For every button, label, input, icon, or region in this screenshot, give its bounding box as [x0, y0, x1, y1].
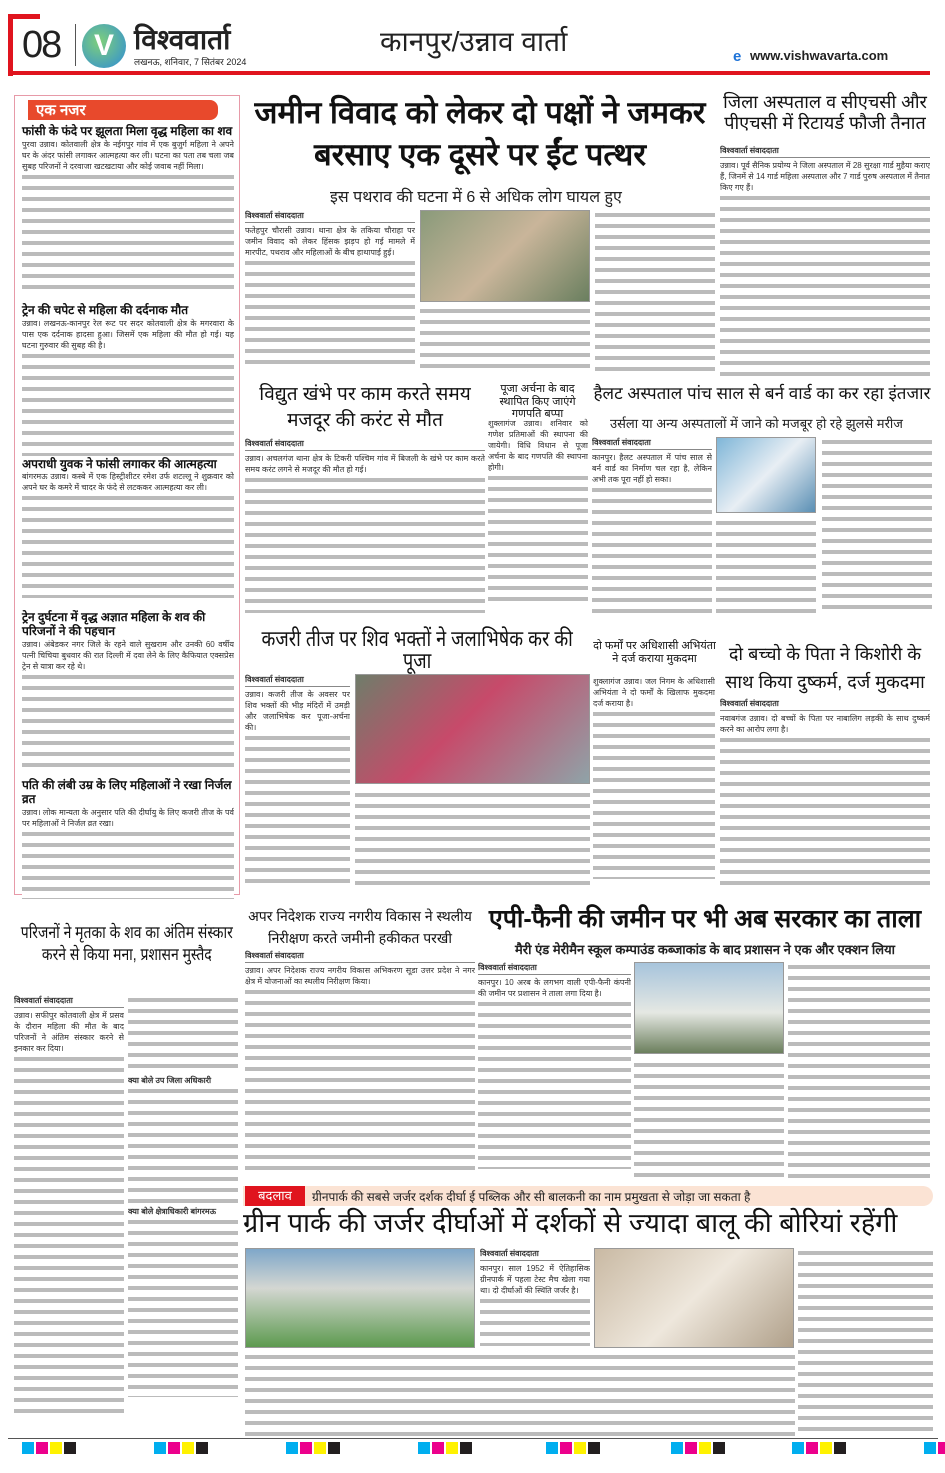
color-swatch — [820, 1442, 832, 1454]
apifany-body: विश्ववार्ता संवाददाता कानपुर। 10 अरब के लगभग वाली एपी-फैनी कंपनी की जमीन पर प्रशासन ने ताला लगा दिया है। — [478, 962, 631, 1180]
farms-headline: दो फर्मों पर अधिशासी अभियंता ने दर्ज कराया मुकदमा — [593, 640, 716, 665]
color-swatch — [792, 1442, 804, 1454]
color-swatch — [196, 1442, 208, 1454]
hallet-photo — [716, 437, 816, 513]
globe-icon: e — [733, 48, 742, 65]
color-swatch — [671, 1442, 683, 1454]
lead-subhead: इस पथराव की घटना में 6 से अधिक लोग घायल हुए — [330, 189, 622, 206]
item-title: पति की लंबी उम्र के लिए महिलाओं ने रखा निर्जल व्रत — [22, 777, 232, 806]
apifany-headline: एपी-फैनी की जमीन पर भी अब सरकार का ताला — [488, 905, 922, 933]
color-swatch — [168, 1442, 180, 1454]
sidebar-item — [22, 779, 234, 907]
right-top-body: विश्ववार्ता संवाददाता उन्नाव। पूर्व सैनिक प्रयोग्य ने जिला अस्पताल में 28 सुरक्षा गार्ड मुहैया कराए हैं, जिनमें से 14 गार्ड महिला अस्पताल और 7 गार्ड पुरुष अस्पताल में तैनात किए गए हैं। — [720, 145, 930, 377]
logo-icon: V — [82, 24, 126, 68]
color-swatch — [713, 1442, 725, 1454]
color-swatch — [22, 1442, 34, 1454]
bottom-body-cont — [798, 1248, 933, 1438]
bottom-headline: ग्रीन पार्क की जर्जर दीर्घाओं में दर्शकों से ज्यादा बालू की बोरियां रहेंगी — [243, 1208, 898, 1238]
hallet-body-cont — [716, 518, 816, 613]
funeral-body: विश्ववार्ता संवाददाता उन्नाव। सफीपुर कोतवाली क्षेत्र में प्रसव के दौरान महिला की मौत के बाद परिजनों ने अंतिम संस्कार करने से इनकार कर दिया। — [14, 995, 124, 1415]
sidebar-item — [22, 611, 234, 779]
kajri-photo — [355, 674, 590, 784]
ganpati-headline: पूजा अर्चना के बाद स्थापित किए जाएंगे गणपति बप्पा — [499, 383, 576, 421]
lead-body-cont — [420, 306, 590, 374]
color-swatch — [64, 1442, 76, 1454]
sidebar-item — [22, 125, 234, 304]
color-swatch-group — [792, 1442, 846, 1454]
header-rule — [8, 71, 930, 75]
divider — [75, 24, 76, 66]
apifany-body-cont — [634, 1060, 784, 1180]
color-swatch-group — [154, 1442, 208, 1454]
father-headline: दो बच्चो के पिता ने किशोरी के साथ किया दुष्कर्म, दर्ज मुकदमा — [725, 644, 925, 692]
item-title: फांसी के फंदे पर झूलता मिला वृद्ध महिला का शव — [22, 124, 233, 138]
color-swatch — [588, 1442, 600, 1454]
color-swatch — [432, 1442, 444, 1454]
hallet-body: विश्ववार्ता संवाददाता कानपुर। हैलट अस्पताल में पांच साल से बर्न वार्ड का निर्माण चल रहा है, लेकिन अभी तक पूरा नहीं हो सका। — [592, 437, 712, 613]
item-body: उन्नाव। लोक मान्यता के अनुसार पति की दीर्घायु के लिए कजरी तीज के पर्व पर महिलाओं ने निर्जल व्रत रखा। — [22, 807, 234, 907]
apifany-body-cont — [788, 962, 930, 1180]
lead-body: विश्ववार्ता संवाददाता फतेहपुर चौरासी उन्नाव। थाना क्षेत्र के तकिया चौराहा पर जमीन विवाद को लेकर हिंसक झड़प हो गई मामले में मारपीट, पथराव और महिलाओं के बीच हाथापाई हुई। — [245, 210, 415, 375]
kajri-body-cont — [355, 790, 590, 890]
footer-rule — [8, 1438, 938, 1439]
hallet-subhead: उर्सला या अन्य अस्पतालों में जाने को मजबूर हो रहे झुलसे मरीज — [610, 416, 903, 431]
sidebar-tag: एक नजर — [28, 100, 218, 120]
color-swatch — [699, 1442, 711, 1454]
color-swatch — [446, 1442, 458, 1454]
item-body: उन्नाव। अंबेडकर नगर जिले के रहने वाले सुखराम और उनकी 60 वर्षीय पत्नी चिचिया बुधवार की रात दिल्ली में दवा लेने के लिए कैफियात एक्सप्रेस ट्रेन से यात्रा कर रहे थे। — [22, 639, 234, 779]
website-link[interactable]: www.vishwavarta.com — [750, 48, 889, 63]
color-swatch — [50, 1442, 62, 1454]
color-swatch — [806, 1442, 818, 1454]
right-top-headline: जिला अस्पताल व सीएचसी और पीएचसी में रिटायर्ड फौजी तैनात — [723, 92, 927, 133]
electric-body: विश्ववार्ता संवाददाता उन्नाव। अचलगंज थाना क्षेत्र के टिकरी पश्चिम गांव में बिजली के खंभे पर काम करते समय करंट लगने से मजदूर की मौत हो गई। — [245, 438, 485, 613]
color-swatch — [300, 1442, 312, 1454]
color-swatch — [418, 1442, 430, 1454]
lead-headline: जमीन विवाद को लेकर दो पक्षों ने जमकर बरसाए एक दूसरे पर ईंट पत्थर — [254, 95, 706, 172]
color-swatch — [834, 1442, 846, 1454]
item-title: अपराधी युवक ने फांसी लगाकर की आत्महत्या — [22, 456, 217, 471]
kajri-body: विश्ववार्ता संवाददाता उन्नाव। कजरी तीज के अवसर पर शिव भक्तों की भीड़ मंदिरों में उमड़ी और जलाभिषेक कर पूजा-अर्चना की। — [245, 674, 350, 890]
color-swatch — [286, 1442, 298, 1454]
color-swatch-group — [286, 1442, 340, 1454]
apifany-subhead: मैरी एंड मेरीमैन स्कूल कम्पाउंड कब्जाकांड के बाद प्रशासन ने एक और एक्शन लिया — [515, 942, 895, 957]
page-number: 08 — [22, 24, 61, 66]
lead-photo — [420, 210, 590, 302]
sidebar — [22, 125, 234, 907]
item-title: ट्रेन की चपेट से महिला की दर्दनाक मौत — [22, 302, 189, 317]
apifany-photo — [634, 962, 784, 1054]
director-headline: अपर निदेशक राज्य नगरीय विकास ने स्थलीय निरीक्षण करते जमीनी हकीकत परखी — [248, 908, 472, 946]
bottom-body-cont — [245, 1352, 795, 1438]
funeral-headline: परिजनों ने मृतका के शव का अंतिम संस्कार करने से किया मना, प्रशासन मुस्तैद — [20, 923, 233, 964]
sidebar-item — [22, 304, 234, 458]
color-swatch — [182, 1442, 194, 1454]
color-swatch — [546, 1442, 558, 1454]
item-body: उन्नाव। लखनऊ-कानपुर रेल रूट पर सदर कोतवाली क्षेत्र के मगरवारा के पास एक दर्दनाक हादसा हुआ। जिसमें एक महिला की मौत हो गई। यह घटना गुरुवार की सुबह की है। — [22, 318, 234, 458]
electric-headline: विद्युत खंभे पर काम करते समय मजदूर की करंट से मौत — [259, 384, 471, 431]
color-swatch — [938, 1442, 945, 1454]
color-swatch — [328, 1442, 340, 1454]
bottom-kicker: ग्रीनपार्क की सबसे जर्जर दर्शक दीर्घा ई पब्लिक और सी बालकनी का नाम प्रमुखता से जोड़ा जा सकता है — [312, 1190, 751, 1204]
color-swatch-group — [924, 1442, 945, 1454]
color-swatch — [154, 1442, 166, 1454]
color-swatch-group — [671, 1442, 725, 1454]
dateline: लखनऊ, शनिवार, 7 सितंबर 2024 — [134, 57, 247, 67]
color-swatch — [560, 1442, 572, 1454]
farms-body: शुक्लागंज उन्नाव। जल निगम के अधिशासी अभियंता ने दो फर्मों के खिलाफ मुकदमा दर्ज कराया है। — [593, 676, 715, 890]
father-body: विश्ववार्ता संवाददाता नवाबगंज उन्नाव। दो बच्चों के पिता पर नाबालिग लड़की के साथ दुष्कर्म करने का आरोप लगा है। — [720, 698, 930, 890]
kajri-headline: कजरी तीज पर शिव भक्तों ने जलाभिषेक कर की पूजा — [261, 626, 573, 673]
funeral-body-cont: क्या बोले उप जिला अधिकारी क्या बोले क्षेत्राधिकारी बांगरमऊ — [128, 995, 238, 1415]
item-body: पुरवा उन्नाव। कोतवाली क्षेत्र के नईगपुर गांव में एक बुजुर्ग महिला ने अपने घर के अंदर फांसी लगाकर आत्महत्या कर ली। घटना का पता तब चला जब सुबह परिजनों ने दरवाजा खटखटाया और कोई जवाब नहीं मिला। — [22, 139, 234, 304]
director-body: विश्ववार्ता संवाददाता उन्नाव। अपर निदेशक राज्य नगरीय विकास अभिकरण सूडा उत्तर प्रदेश ने नगर क्षेत्र में योजनाओं का स्थलीय निरीक्षण किया। — [245, 950, 475, 1180]
color-swatch — [685, 1442, 697, 1454]
color-swatch — [924, 1442, 936, 1454]
ganpati-body: शुक्लागंज उन्नाव। शनिवार को गणेश प्रतिमाओं की स्थापना की जायेगी। विधि विधान से पूजा अर्चना के बाद गणपति की स्थापना होगी। — [488, 418, 588, 613]
stadium-photo — [245, 1248, 475, 1348]
color-swatch-group — [22, 1442, 76, 1454]
hallet-headline: हैलट अस्पताल पांच साल से बर्न वार्ड का कर रहा इंतजार — [593, 384, 931, 403]
color-swatch — [574, 1442, 586, 1454]
item-title: ट्रेन दुर्घटना में वृद्ध अज्ञात महिला के शव की परिजनों ने की पहचान — [22, 610, 206, 639]
color-swatch-group — [546, 1442, 600, 1454]
color-swatch — [314, 1442, 326, 1454]
item-body: बांगरमऊ उन्नाव। कस्बे में एक हिस्ट्रीशीटर रमेश उर्फ शटल्लू ने शुक्रवार को अपने घर के कमरे में चादर के फंदे से लटककर आत्महत्या कर ली। — [22, 471, 234, 611]
brand-name: विश्ववार्ता — [134, 24, 231, 55]
color-swatch — [460, 1442, 472, 1454]
section-title: कानपुर/उन्नाव वार्ता — [380, 26, 568, 57]
hallet-body-cont — [822, 437, 932, 613]
lead-body-cont — [595, 210, 715, 375]
bottom-body: विश्ववार्ता संवाददाता कानपुर। साल 1952 में ऐतिहासिक ग्रीनपार्क में पहला टेस्ट मैच खेला गया था। दो दीर्घाओं की स्थिति जर्जर है। — [480, 1248, 590, 1348]
bottom-tag: बदलाव — [245, 1186, 305, 1206]
color-swatch — [36, 1442, 48, 1454]
color-swatch-group — [418, 1442, 472, 1454]
sandbags-photo — [594, 1248, 794, 1348]
sidebar-item — [22, 458, 234, 612]
